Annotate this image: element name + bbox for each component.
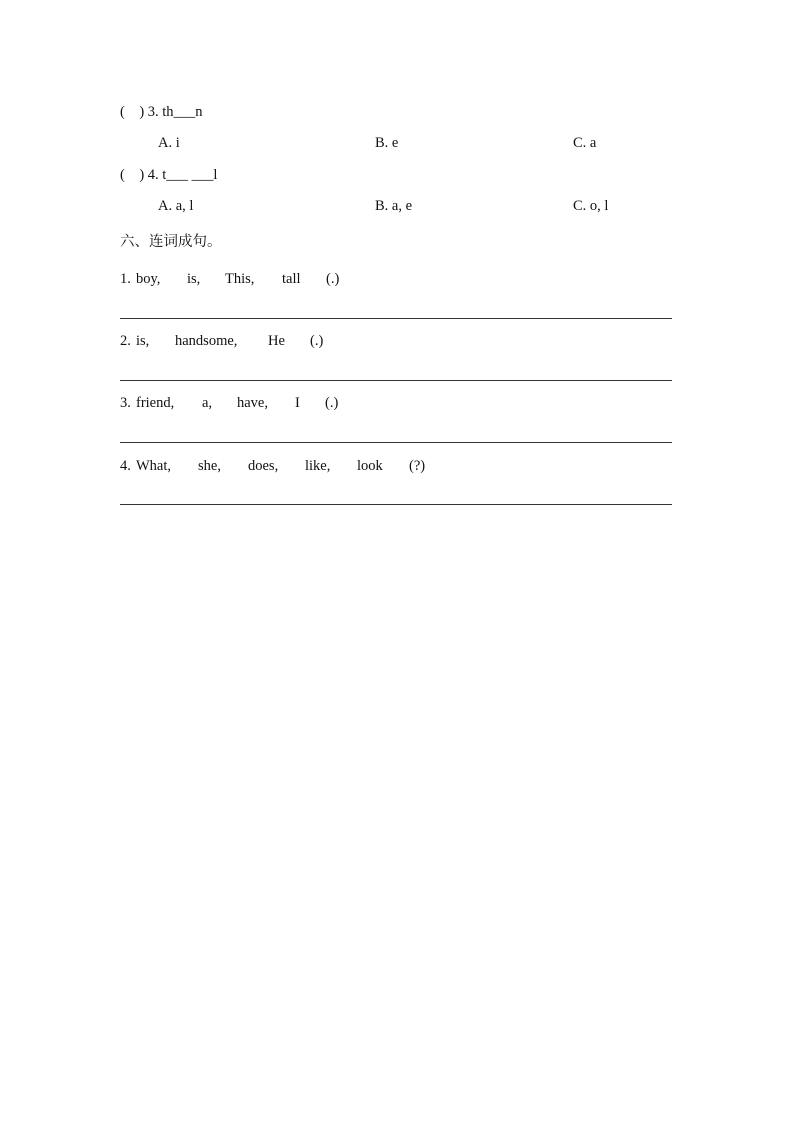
sentence-4-word: she, (198, 458, 221, 474)
sentence-3-number: 3. (120, 395, 131, 411)
sentence-1-word: is, (187, 271, 201, 287)
sentence-3-punctuation: (.) (325, 395, 339, 411)
choice-4-option-c: C. o, l (573, 198, 609, 214)
choice-3-option-c: C. a (573, 135, 597, 151)
sentence-4-word: What, (136, 458, 172, 474)
sentence-1-word: This, (225, 271, 255, 287)
section-heading: 六、连词成句。 (120, 234, 222, 250)
choice-question-4: ( ) 4. t___ ___l (120, 167, 218, 183)
answer-line-4[interactable] (120, 504, 672, 505)
sentence-1-word: boy, (136, 271, 161, 287)
choice-3-option-b: B. e (375, 135, 399, 151)
sentence-4-word: like, (305, 458, 331, 474)
choice-4-option-b: B. a, e (375, 198, 413, 214)
answer-line-3[interactable] (120, 442, 672, 443)
sentence-3-word: I (295, 395, 300, 411)
sentence-1-number: 1. (120, 271, 131, 287)
sentence-4-number: 4. (120, 458, 131, 474)
sentence-4-word: look (357, 458, 383, 474)
sentence-3-word: friend, (136, 395, 175, 411)
sentence-4-word: does, (248, 458, 279, 474)
sentence-4-punctuation: (?) (409, 458, 426, 474)
sentence-3-word: a, (202, 395, 213, 411)
sentence-2-word: He (268, 333, 285, 349)
sentence-1-word: tall (282, 271, 301, 287)
choice-question-3: ( ) 3. th___n (120, 104, 203, 120)
sentence-2-word: handsome, (175, 333, 238, 349)
answer-line-2[interactable] (120, 380, 672, 381)
answer-line-1[interactable] (120, 318, 672, 319)
sentence-2-punctuation: (.) (310, 333, 324, 349)
choice-3-option-a: A. i (158, 135, 180, 151)
choice-4-option-a: A. a, l (158, 198, 194, 214)
sentence-2-word: is, (136, 333, 150, 349)
sentence-2-number: 2. (120, 333, 131, 349)
sentence-3-word: have, (237, 395, 268, 411)
sentence-1-punctuation: (.) (326, 271, 340, 287)
